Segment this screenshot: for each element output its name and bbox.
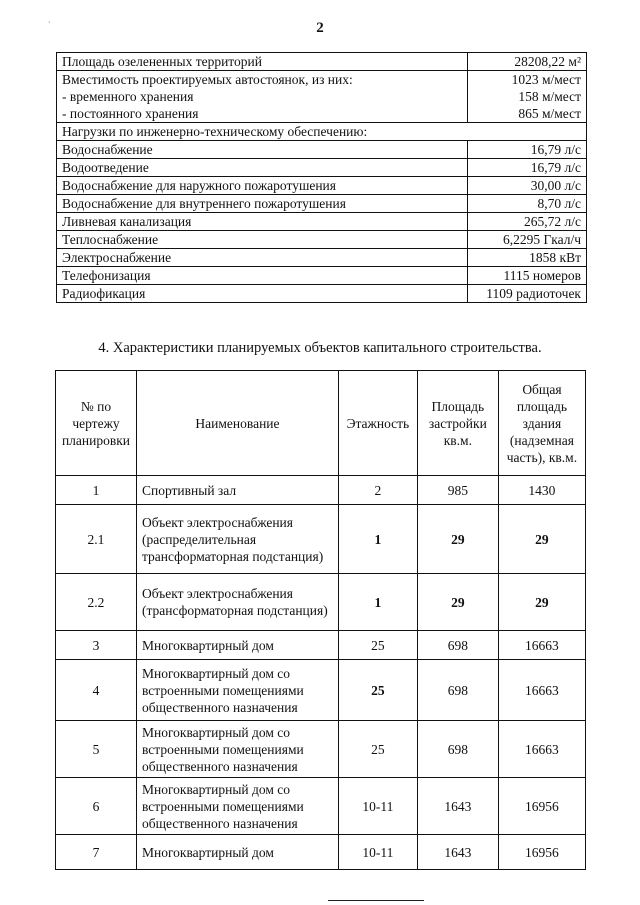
- summary-row: [57, 105, 587, 123]
- summary-value: 865 м/мест: [468, 105, 587, 123]
- object-floors: 10-11: [338, 835, 417, 870]
- object-row: [56, 505, 586, 574]
- header-num: № по чертежу планировки: [56, 371, 137, 476]
- object-total-area: 29: [498, 574, 585, 631]
- object-row: [56, 574, 586, 631]
- summary-label: Радиофикация: [57, 285, 468, 303]
- object-name: Объект электроснабжения (распределительная трансформаторная подстанция): [136, 505, 338, 574]
- summary-label: Вместимость проектируемых автостоянок, из них:: [57, 71, 468, 89]
- summary-row: [57, 88, 587, 105]
- object-floors: 1: [338, 505, 417, 574]
- object-num: 2.2: [56, 574, 137, 631]
- object-total-area: 16956: [498, 778, 585, 835]
- summary-row: [57, 159, 587, 177]
- object-footprint: 985: [417, 476, 498, 505]
- object-num: 7: [56, 835, 137, 870]
- object-total-area: 16956: [498, 835, 585, 870]
- summary-row: [57, 285, 587, 303]
- object-total-area: 16663: [498, 631, 585, 660]
- object-total-area: 16663: [498, 721, 585, 778]
- summary-row: [57, 123, 587, 141]
- object-num: 6: [56, 778, 137, 835]
- summary-label: Телефонизация: [57, 267, 468, 285]
- header-name: Наименование: [136, 371, 338, 476]
- section-title: 4. Характеристики планируемых объектов капитального строительства.: [98, 340, 542, 356]
- summary-label: Площадь озелененных территорий: [57, 53, 468, 71]
- object-name: Многоквартирный дом: [136, 835, 338, 870]
- object-total-area: 29: [498, 505, 585, 574]
- object-footprint: 1643: [417, 778, 498, 835]
- summary-label: - постоянного хранения: [57, 105, 468, 123]
- object-total-area: 16663: [498, 660, 585, 721]
- object-num: 2.1: [56, 505, 137, 574]
- object-footprint: 29: [417, 505, 498, 574]
- summary-value: 28208,22 м²: [468, 53, 587, 71]
- summary-value: 1109 радиоточек: [468, 285, 587, 303]
- summary-label: Электроснабжение: [57, 249, 468, 267]
- summary-value: 30,00 л/с: [468, 177, 587, 195]
- objects-table-header-row: [56, 371, 586, 476]
- summary-row: [57, 213, 587, 231]
- summary-row: [57, 177, 587, 195]
- object-row: [56, 721, 586, 778]
- summary-label: Водоснабжение для наружного пожаротушения: [57, 177, 468, 195]
- object-row: [56, 778, 586, 835]
- summary-row: [57, 231, 587, 249]
- summary-row: [57, 141, 587, 159]
- summary-row: [57, 249, 587, 267]
- object-row: [56, 631, 586, 660]
- summary-label: Водоснабжение для внутреннего пожаротушения: [57, 195, 468, 213]
- object-name: Спортивный зал: [136, 476, 338, 505]
- summary-value: 1115 номеров: [468, 267, 587, 285]
- object-num: 1: [56, 476, 137, 505]
- header-floors: Этажность: [338, 371, 417, 476]
- summary-label: Водоснабжение: [57, 141, 468, 159]
- summary-label: - временного хранения: [57, 88, 468, 105]
- summary-value: 8,70 л/с: [468, 195, 587, 213]
- object-floors: 25: [338, 660, 417, 721]
- summary-value: 158 м/мест: [468, 88, 587, 105]
- object-floors: 10-11: [338, 778, 417, 835]
- summary-label: Теплоснабжение: [57, 231, 468, 249]
- summary-row: [57, 267, 587, 285]
- summary-value: 1858 кВт: [468, 249, 587, 267]
- object-name: Многоквартирный дом со встроенными помещениями общественного назначения: [136, 778, 338, 835]
- bottom-divider: [328, 900, 424, 901]
- summary-value: 265,72 л/с: [468, 213, 587, 231]
- object-footprint: 1643: [417, 835, 498, 870]
- object-row: [56, 835, 586, 870]
- summary-label: Ливневая канализация: [57, 213, 468, 231]
- summary-value: 16,79 л/с: [468, 141, 587, 159]
- object-floors: 25: [338, 721, 417, 778]
- summary-table: [56, 52, 587, 303]
- summary-label: Водоотведение: [57, 159, 468, 177]
- object-num: 4: [56, 660, 137, 721]
- scan-dot: ·: [48, 18, 51, 27]
- header-footprint: Площадь застройки кв.м.: [417, 371, 498, 476]
- summary-value: 1023 м/мест: [468, 71, 587, 89]
- header-total-area: Общая площадь здания (надземная часть), кв.м.: [498, 371, 585, 476]
- object-footprint: 698: [417, 721, 498, 778]
- object-floors: 2: [338, 476, 417, 505]
- page-number: 2: [316, 20, 324, 36]
- object-footprint: 698: [417, 631, 498, 660]
- object-floors: 1: [338, 574, 417, 631]
- object-footprint: 29: [417, 574, 498, 631]
- summary-value: 6,2295 Гкал/ч: [468, 231, 587, 249]
- object-total-area: 1430: [498, 476, 585, 505]
- object-num: 5: [56, 721, 137, 778]
- object-row: [56, 660, 586, 721]
- object-footprint: 698: [417, 660, 498, 721]
- object-name: Объект электроснабжения (трансформаторная подстанция): [136, 574, 338, 631]
- summary-label: Нагрузки по инженерно-техническому обеспечению:: [57, 123, 587, 141]
- summary-row: [57, 71, 587, 89]
- object-num: 3: [56, 631, 137, 660]
- objects-table: [55, 370, 586, 870]
- object-name: Многоквартирный дом: [136, 631, 338, 660]
- summary-row: [57, 53, 587, 71]
- summary-row: [57, 195, 587, 213]
- object-row: [56, 476, 586, 505]
- summary-value: 16,79 л/с: [468, 159, 587, 177]
- object-floors: 25: [338, 631, 417, 660]
- object-name: Многоквартирный дом со встроенными помещениями общественного назначения: [136, 660, 338, 721]
- object-name: Многоквартирный дом со встроенными помещениями общественного назначения: [136, 721, 338, 778]
